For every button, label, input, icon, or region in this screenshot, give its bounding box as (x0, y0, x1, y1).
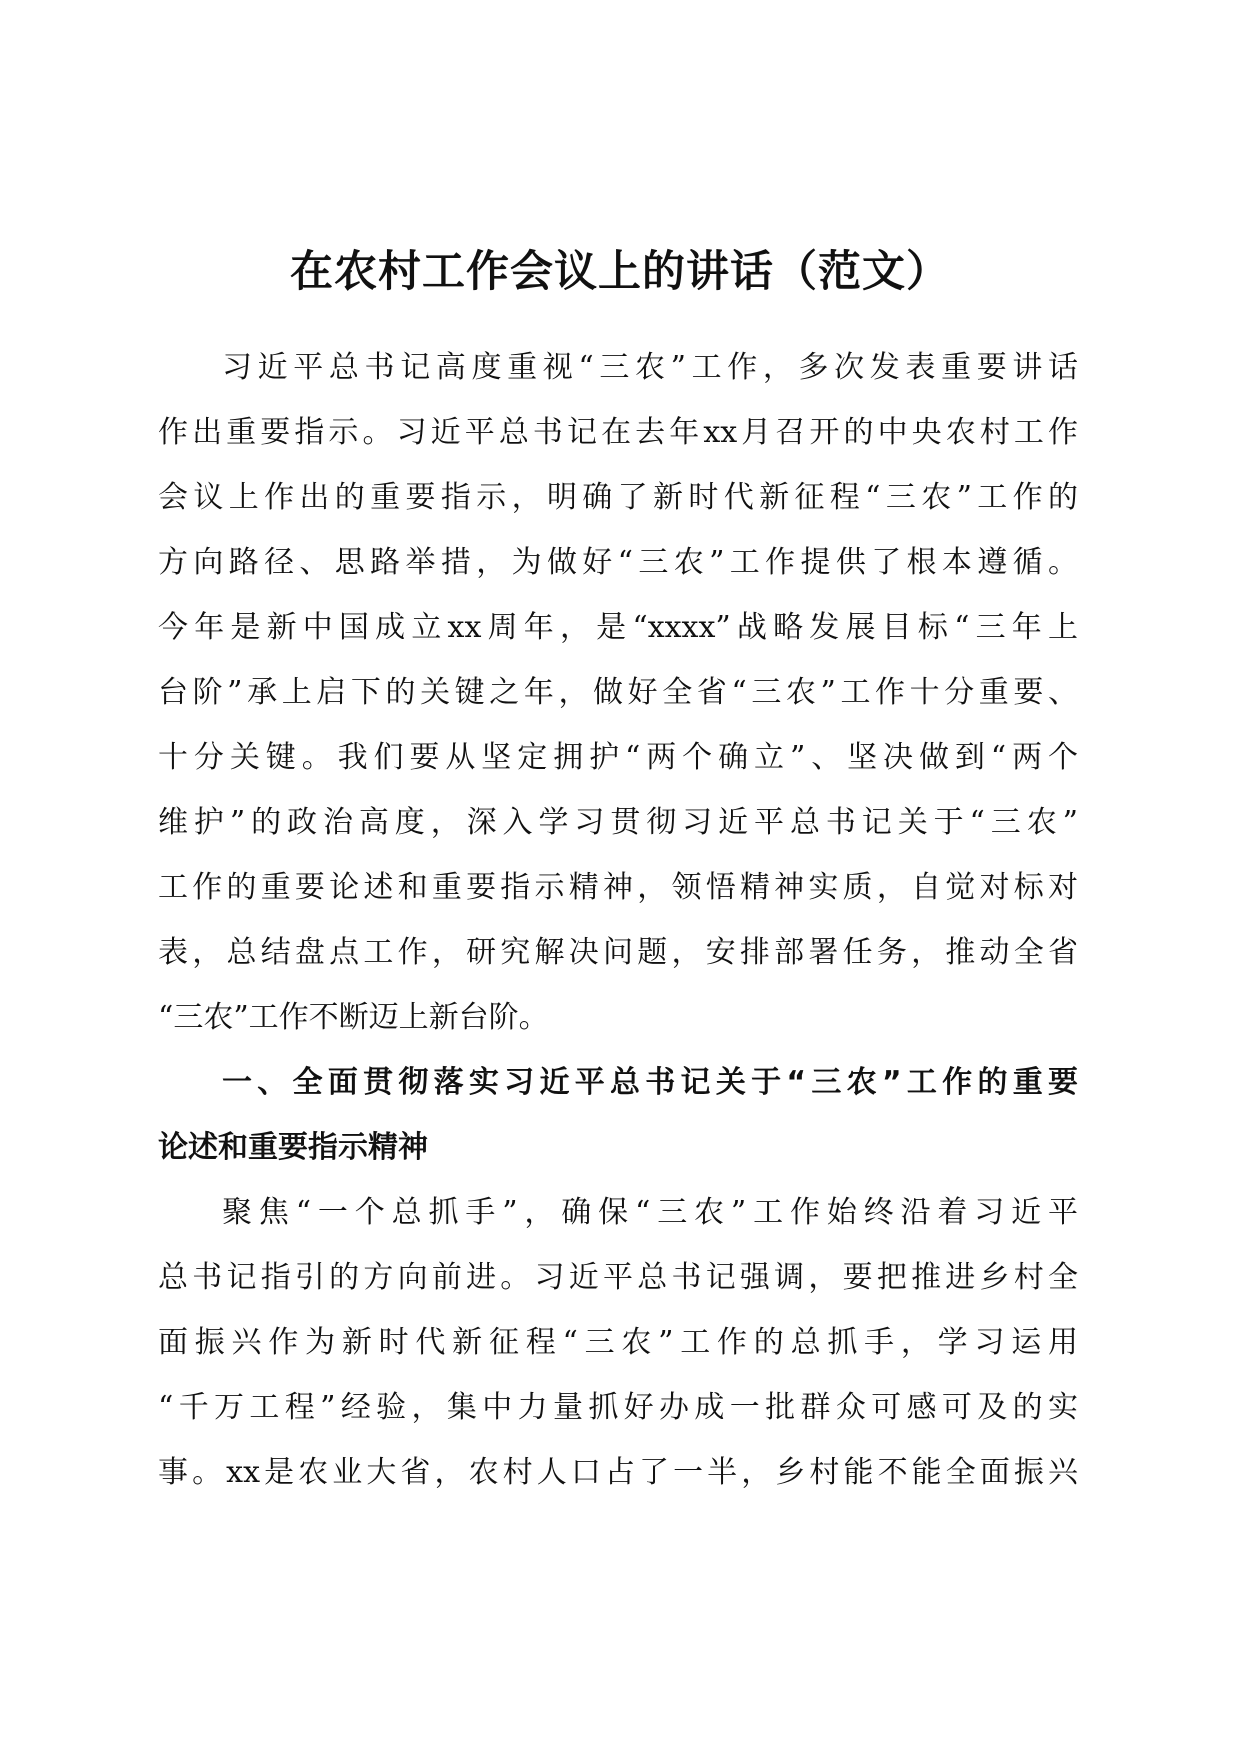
paragraph-line: “三农”工作不断迈上新台阶。 (158, 1000, 549, 1035)
paragraph-line: 事。xx是农业大省，农村人口占了一半，乡村能不能全面振兴 (158, 1455, 1078, 1490)
section-heading-1 (158, 1050, 1078, 1180)
paragraph-line: 作出重要指示。习近平总书记在去年xx月召开的中央农村工作 (158, 415, 1078, 450)
paragraph-line: 表，总结盘点工作，研究解决问题，安排部署任务，推动全省 (158, 935, 1078, 970)
heading-line: 一、全面贯彻落实习近平总书记关于“三农”工作的重要 (222, 1065, 1078, 1100)
paragraph-line: 工作的重要论述和重要指示精神，领悟精神实质，自觉对标对 (158, 870, 1078, 905)
paragraph-line: 台阶”承上启下的关键之年，做好全省“三农”工作十分重要、 (158, 675, 1078, 710)
document-title: 在农村工作会议上的讲话（范文） (290, 247, 950, 297)
paragraph-line: 面振兴作为新时代新征程“三农”工作的总抓手，学习运用 (158, 1325, 1078, 1360)
paragraph-line: 会议上作出的重要指示，明确了新时代新征程“三农”工作的 (158, 480, 1078, 515)
paragraph-line: 方向路径、思路举措，为做好“三农”工作提供了根本遵循。 (158, 545, 1078, 580)
paragraph-line: 十分关键。我们要从坚定拥护“两个确立”、坚决做到“两个 (158, 740, 1078, 775)
paragraph-line: 今年是新中国成立xx周年，是“xxxx”战略发展目标“三年上 (158, 610, 1078, 645)
section-1-paragraph-1 (158, 1180, 1078, 1505)
paragraph-line: 总书记指引的方向前进。习近平总书记强调，要把推进乡村全 (158, 1260, 1078, 1295)
paragraph-line: “千万工程”经验，集中力量抓好办成一批群众可感可及的实 (158, 1390, 1078, 1425)
paragraph-line: 习近平总书记高度重视“三农”工作，多次发表重要讲话 (222, 350, 1078, 385)
paragraph-line: 维护”的政治高度，深入学习贯彻习近平总书记关于“三农” (158, 805, 1078, 840)
intro-paragraph (158, 335, 1078, 1050)
heading-line: 论述和重要指示精神 (158, 1130, 428, 1165)
paragraph-line: 聚焦“一个总抓手”，确保“三农”工作始终沿着习近平 (222, 1195, 1078, 1230)
